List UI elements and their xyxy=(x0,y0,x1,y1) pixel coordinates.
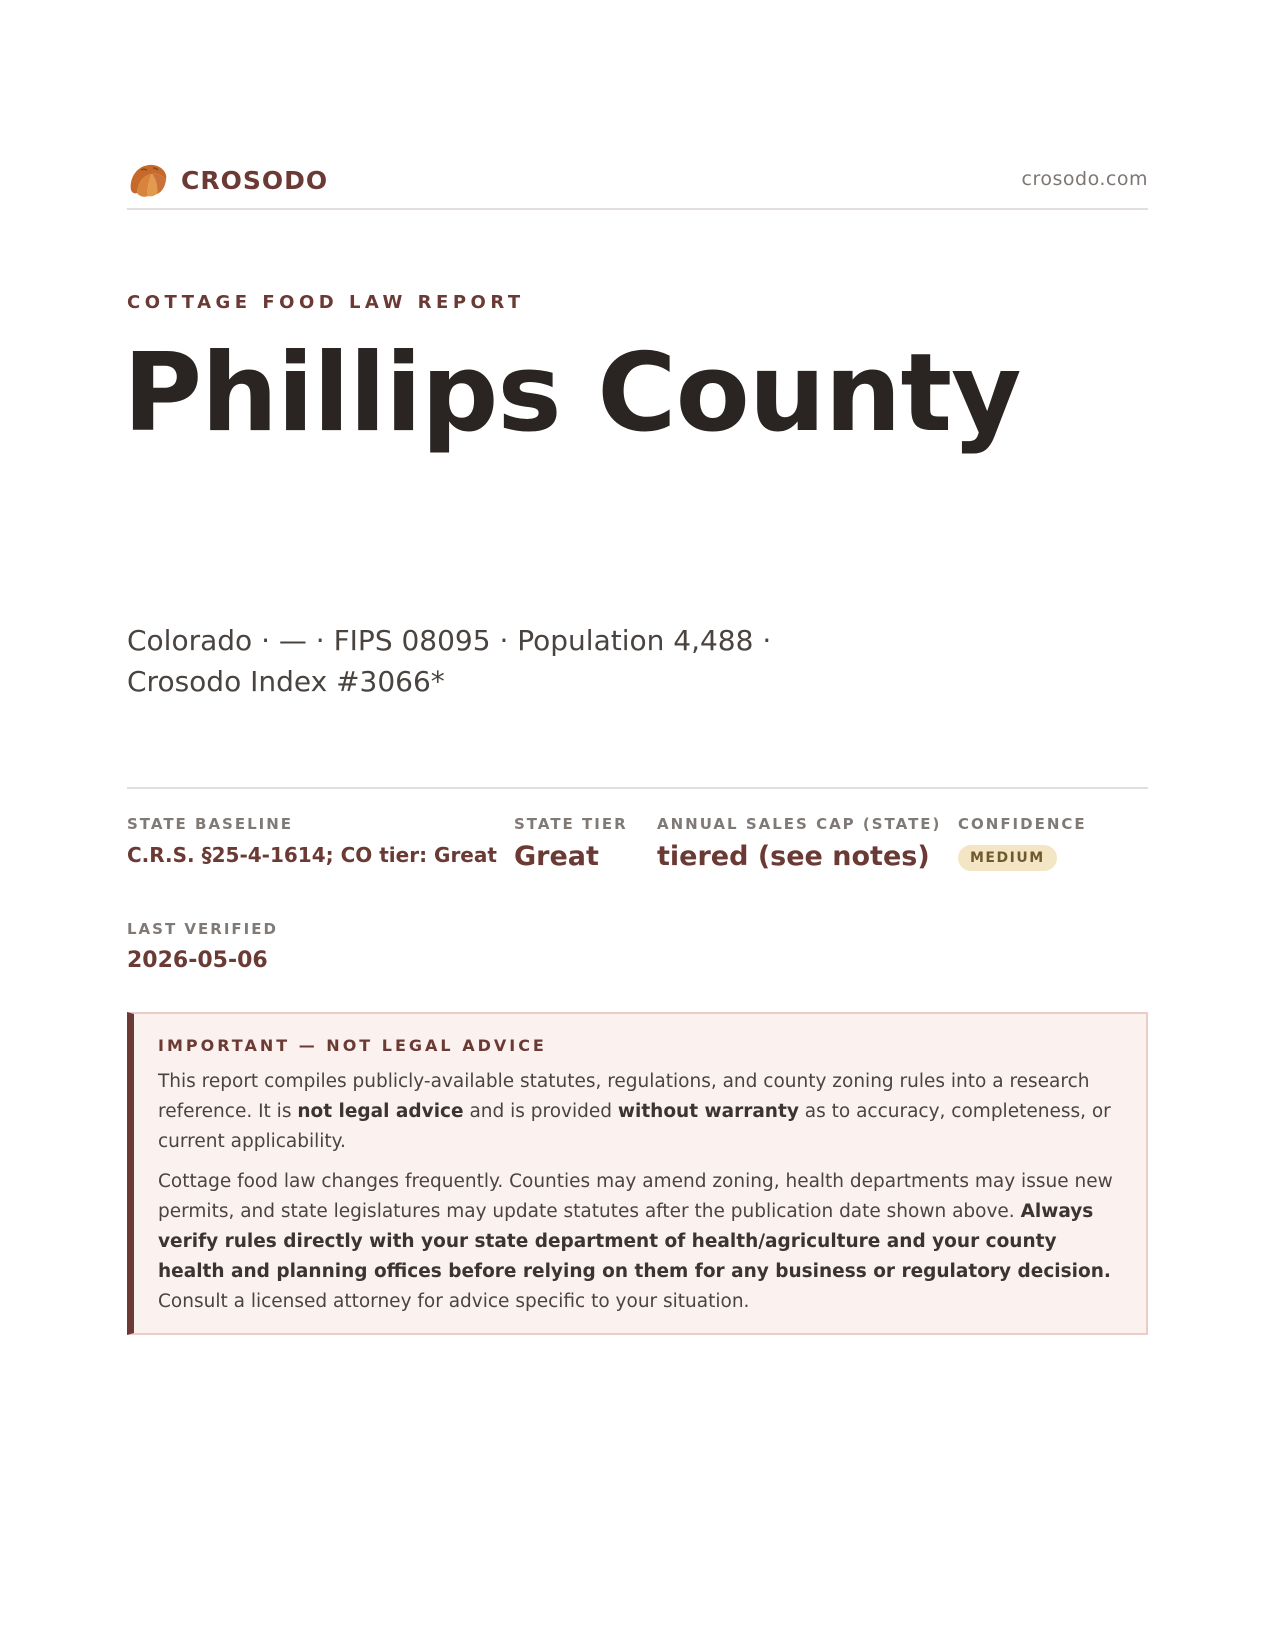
stat-label: CONFIDENCE xyxy=(958,815,1087,833)
stat-value: tiered (see notes) xyxy=(657,841,930,872)
stat-sales-cap xyxy=(657,815,941,872)
notice-emphasis: not legal advice xyxy=(297,1101,464,1122)
notice-text: as to accuracy, completeness, or current applicability. xyxy=(158,1101,1111,1152)
stat-value: Great xyxy=(514,841,599,872)
page-title: Phillips County xyxy=(123,331,1021,456)
stat-label: ANNUAL SALES CAP (STATE) xyxy=(657,815,942,833)
notice-emphasis: without warranty xyxy=(617,1101,799,1122)
confidence-badge: MEDIUM xyxy=(958,845,1057,871)
stat-state-tier xyxy=(514,815,628,872)
brand-name: CROSODO xyxy=(181,165,329,195)
legal-notice xyxy=(127,1012,1148,1335)
notice-emphasis: Always verify rules directly with your state department of health/agriculture and your county health and planning offices before relying on them for any business or regulatory decision. xyxy=(158,1201,1111,1282)
stat-label: STATE TIER xyxy=(514,815,628,833)
page-header xyxy=(127,158,1148,210)
stat-last-verified xyxy=(127,920,278,973)
stat-label: LAST VERIFIED xyxy=(127,920,278,938)
report-eyebrow: COTTAGE FOOD LAW REPORT xyxy=(127,292,525,313)
site-url[interactable]: crosodo.com xyxy=(1021,168,1148,190)
notice-text: and is provided xyxy=(463,1101,618,1122)
stat-state-baseline xyxy=(127,815,497,867)
brand xyxy=(127,160,328,200)
report-subtitle: Colorado · — · FIPS 08095 · Population 4,488 · Crosodo Index #3066* xyxy=(127,624,772,698)
notice-text: Cottage food law changes frequently. Counties may amend zoning, health departments may issue new permits, and state legislatures may update statutes after the publication date shown above. xyxy=(158,1171,1113,1222)
stat-value: C.R.S. §25-4-1614; CO tier: Great xyxy=(127,843,497,867)
stat-confidence xyxy=(958,815,1087,871)
notice-paragraph-2 xyxy=(158,1167,1120,1317)
stat-value: 2026-05-06 xyxy=(127,948,268,973)
notice-text: This report compiles publicly-available statutes, regulations, and county zoning rules into a research reference. It is xyxy=(158,1071,1090,1122)
notice-text: Consult a licensed attorney for advice specific to your situation. xyxy=(158,1291,750,1312)
croissant-icon xyxy=(127,160,169,200)
section-divider xyxy=(127,787,1148,789)
stat-label: STATE BASELINE xyxy=(127,815,294,833)
notice-title: IMPORTANT — NOT LEGAL ADVICE xyxy=(158,1036,547,1055)
report-page xyxy=(123,0,1148,1650)
notice-paragraph-1 xyxy=(158,1067,1120,1157)
